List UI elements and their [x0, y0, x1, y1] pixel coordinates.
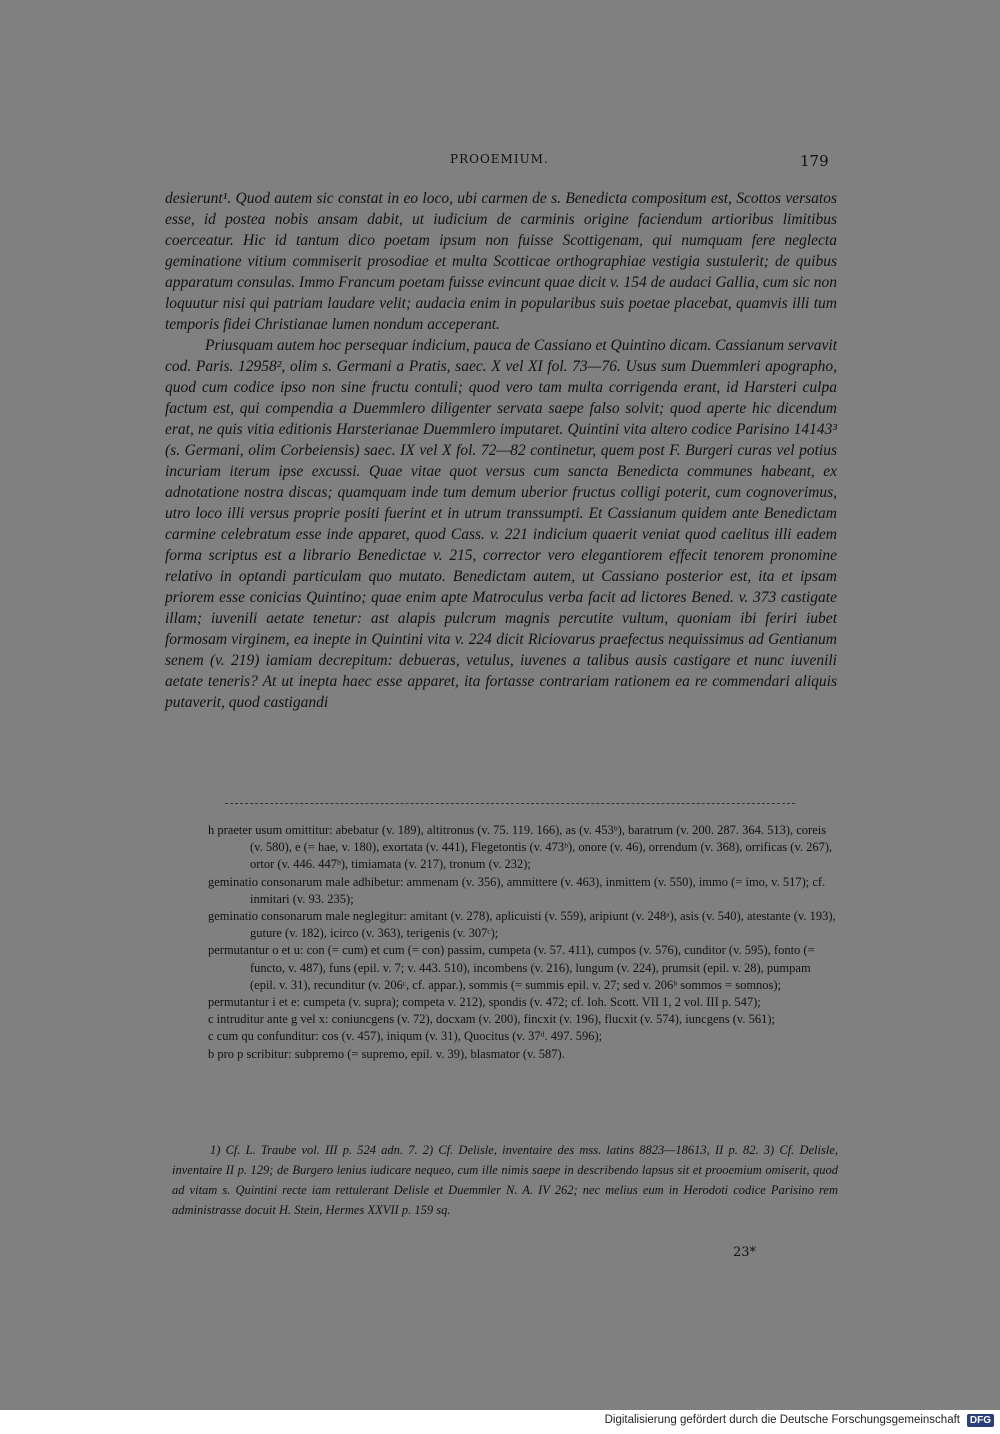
apparatus-entry: c intruditur ante g vel x: coniuncgens (v. 72), docxam (v. 200), fincxit (v. 196), flucxit (v. 574), iuncgens (v. 561); [208, 1012, 775, 1027]
main-text [165, 188, 837, 713]
apparatus-entry: permutantur o et u: con (= cum) et cum (= con) passim, cumpeta (v. 57. 411), cumpos (v. 576), cunditor (v. 595), fonto (= functo, v. 487), funs (epil. v. 7; v. 443. 510), incombens (v. 216), lungum (v. 224), prumsit (epil. v. 28), pumpam (epil. v. 31), recunditur (v. 206ᶜ, cf. appar.), sommis (= summis epil. v. 27; sed v. 206ᵇ sommos = somnos); [208, 943, 815, 992]
apparatus-entry: geminatio consonarum male neglegitur: amitant (v. 278), aplicuisti (v. 559), aripiunt (v. 248ᵃ), asis (v. 540), atestante (v. 193), guture (v. 182), icirco (v. 363), terigenis (v. 307ᶜ); [208, 909, 836, 941]
apparatus-entry: geminatio consonarum male adhibetur: ammenam (v. 356), ammittere (v. 463), inmittem (v. 550), immo (= imo, v. 517); cf. inmitari (v. 93. 235); [208, 874, 826, 906]
page-number: 179 [800, 152, 829, 170]
funding-notice: Digitalisierung gefördert durch die Deutsche Forschungsgemeinschaft [604, 1414, 960, 1426]
paragraph-1: desierunt¹. Quod autem sic constat in eo loco, ubi carmen de s. Benedicta compositum est, Scottos versatos esse, id postea nobis ansam dabit, ut iudicium de carminis origine faciendum artioribus limitibus coerceatur. Hic id tantum dico poetam ipsum non fuisse Scottigenam, qui numquam fere neglecta geminatione vitium commiserit prosodiae et multa Scotticae orthographiae vestigia sustulerit; de quibus apparatum consulas. Immo Francum poetam fuisse evincunt quae dicit v. 154 de audaci Gallia, cum sic non loquutur nisi qui patriam laudare velit; audacia enim in popularibus suis poetae placebat, quamvis illi tum temporis fidei Christianae lumen nondum acceperant. [165, 190, 837, 333]
critical-apparatus [208, 822, 838, 1063]
dfg-logo-icon[interactable]: DFG [967, 1414, 994, 1427]
running-header: PROOEMIUM. [450, 152, 549, 166]
apparatus-entry: permutantur i et e: cumpeta (v. supra); competa v. 212), spondis (v. 472; cf. Ioh. Scott. VII 1, 2 vol. III p. 547); [208, 995, 761, 1010]
apparatus-entry: h praeter usum omittitur: abebatur (v. 189), altitronus (v. 75. 119. 166), as (v. 453ᵇ), baratrum (v. 200. 287. 364. 513), coreis (v. 580), e (= hae, v. 180), exortata (v. 441), Flegetontis (v. 473ᵇ), onore (v. 46), orrendum (v. 368), orrificas (v. 267), ortor (v. 446. 447ᵇ), timiamata (v. 217), tronum (v. 232); [208, 823, 833, 872]
footer-bar [0, 1410, 1000, 1434]
signature-mark: 23* [733, 1245, 757, 1260]
footnotes [172, 1140, 838, 1220]
apparatus-divider [225, 803, 795, 804]
footnote-text: 1) Cf. L. Traube vol. III p. 524 adn. 7. 2) Cf. Delisle, inventaire des mss. latins 8823—18613, II p. 82. 3) Cf. Delisle, inventaire II p. 129; de Burgero lenius iudicare nequeo, cum ille nimis saepe in describendo lapsus sit et prooemium omiserit, quod ad vitam s. Quintini recte iam rettulerant Delisle et Duemmler N. A. IV 262; nec melius eum in Herodoti codice Parisino rem administrasse docuit H. Stein, Hermes XXVII p. 159 sq. [172, 1143, 838, 1217]
apparatus-entry: c cum qu confunditur: cos (v. 457), iniqum (v. 31), Quocitus (v. 37ᵈ. 497. 596); [208, 1029, 603, 1044]
apparatus-entry: b pro p scribitur: subpremo (= supremo, epil. v. 39), blasmator (v. 587). [208, 1046, 565, 1061]
paragraph-2: Priusquam autem hoc persequar indicium, pauca de Cassiano et Quintino dicam. Cassianum servavit cod. Paris. 12958², olim s. Germani a Pratis, saec. X vel XI fol. 73—76. Usus sum Duemmleri apographo, quod cum codice ipso non sine fructu contuli; quod vero tam multa corrigenda erant, id Harsteri culpa factum est, qui compendia a Duemmlero diligenter servata saepe falso solvit; quod aperte hic dicendum erat, ne quis vitia editionis Harsterianae Duemmlero imputaret. Quintini vita altero codice Parisino 14143³ (s. Germani, olim Corbeiensis) saec. IX vel X fol. 72—82 continetur, quem post F. Burgeri curas vel potius incuriam iterum ipse excussi. Quae vitae quot versus cum sancta Benedicta communes habeant, ex adnotatione nostra discas; quamquam inde tum demum uberior fructus colligi poterit, cum cognoverimus, utro loco illi versus proprie positi fuerint et in utrum transsumpti. Et Cassianum quidem ante Benedictam carmine celebratum esse inde apparet, quod Cass. v. 221 indicium quaerit veniat quod caelitus illi eadem forma scriptus est a librario Benedictae v. 215, corrector vero elegantiorem effecit tenorem pronomine relativo in optandi particulam quo mutato. Benedictam autem, ut Cassiano posterior est, ita et ipsam priorem esse conicias Quintino; quae enim apte Matroculus verba facit ad lictores Bened. v. 373 castigate illam; iuvenili aetate tenetur: ast alapis pulcrum magnis percutite vultum, quoniam ibi feriri iubet formosam virginem, ea inepte in Quintini vita v. 224 dicit Riciovarus praefectus nequissimus ad Gentianum senem (v. 219) iamiam decrepitum: debueras, vetulus, iuvenes a talibus ausis castigare et nunc iuvenili aetate teneris? At ut inepta haec esse apparet, ita fortasse contrariam rationem ea re commendari aliquis putaverit, quod castigandi [165, 337, 838, 711]
